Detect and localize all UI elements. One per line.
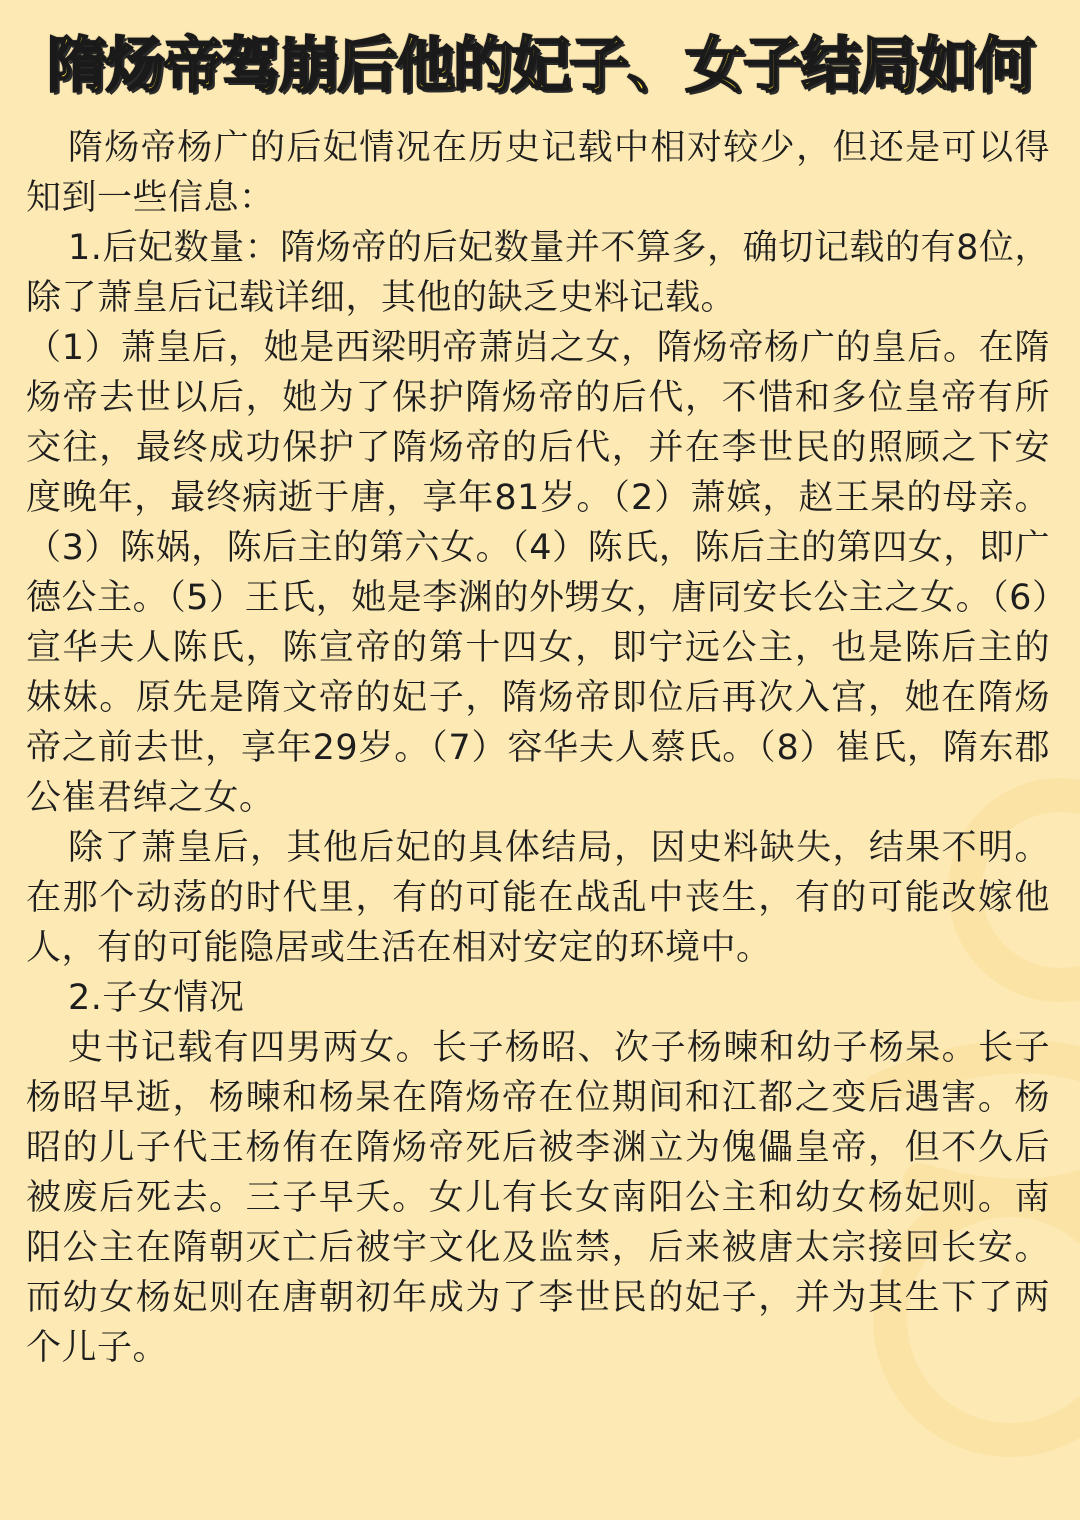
- children-heading: 2.子女情况: [68, 978, 245, 1018]
- consort-fate-paragraph: 除了萧皇后，其他后妃的具体结局，因史料缺失，结果不明。在那个动荡的时代里，有的可能在战乱中丧生，有的可能改嫁他人，有的可能隐居或生活在相对安定的环境中。: [26, 828, 1050, 968]
- page-title: 隋炀帝驾崩后他的妃子、女子结局如何: [47, 31, 1033, 101]
- article-body: [26, 123, 1050, 1373]
- children-paragraph: 史书记载有四男两女。长子杨昭、次子杨暕和幼子杨杲。长子杨昭早逝，杨暕和杨杲在隋炀帝在位期间和江都之变后遇害。杨昭的儿子代王杨侑在隋炀帝死后被李渊立为傀儡皇帝，但不久后被废后死去。三子早夭。女儿有长女南阳公主和幼女杨妃则。南阳公主在隋朝灭亡后被宇文化及监禁，后来被唐太宗接回长安。而幼女杨妃则在唐朝初年成为了李世民的妃子，并为其生下了两个儿子。: [26, 1028, 1050, 1368]
- consort-list-paragraph: （1）萧皇后，她是西梁明帝萧岿之女，隋炀帝杨广的皇后。在隋炀帝去世以后，她为了保护隋炀帝的后代，不惜和多位皇帝有所交往，最终成功保护了隋炀帝的后代，并在李世民的照顾之下安度晚年，最终病逝于唐，享年81岁。（2）萧嫔，赵王杲的母亲。（3）陈娲，陈后主的第六女。（4）陈氏，陈后主的第四女，即广德公主。（5）王氏，她是李渊的外甥女，唐同安长公主之女。（6）宣华夫人陈氏，陈宣帝的第十四女，即宁远公主，也是陈后主的妹妹。原先是隋文帝的妃子，隋炀帝即位后再次入宫，她在隋炀帝之前去世，享年29岁。（7）容华夫人蔡氏。（8）崔氏，隋东郡公崔君绰之女。: [26, 328, 1050, 818]
- intro-paragraph: 隋炀帝杨广的后妃情况在历史记载中相对较少，但还是可以得知到一些信息：: [26, 128, 1050, 218]
- consort-count-paragraph: 1.后妃数量：隋炀帝的后妃数量并不算多，确切记载的有8位，除了萧皇后记载详细，其他的缺乏史料记载。: [26, 228, 1050, 318]
